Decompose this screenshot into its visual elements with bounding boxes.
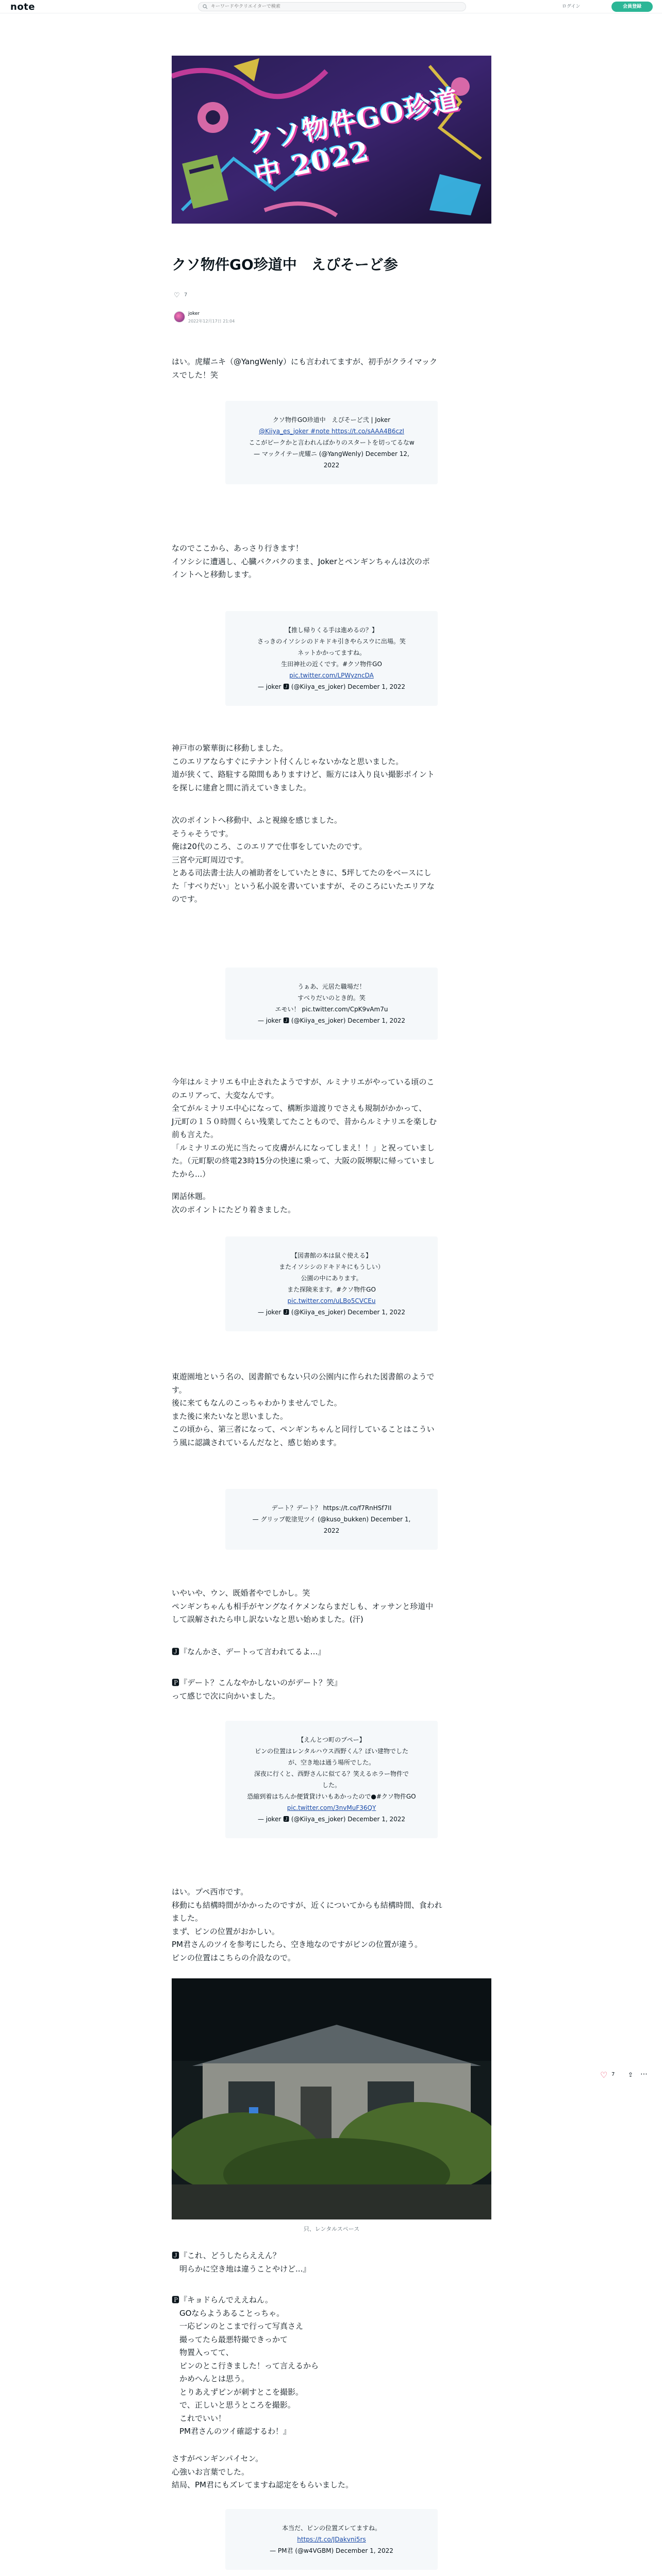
avatar[interactable] (174, 311, 185, 323)
paragraph: 🅿『デート？こんなやかしないのがデート？笑』 って感じで次に向かいました。 (172, 1678, 342, 1701)
more-icon[interactable]: ⋯ (640, 2070, 648, 2078)
share-icon[interactable]: ⇪ (628, 2071, 634, 2078)
login-link[interactable]: ログイン (562, 4, 581, 9)
heart-icon[interactable]: ♡ (600, 2070, 608, 2080)
author-name[interactable]: joker (188, 311, 200, 316)
paragraph: 閑話休題。 次のポイントにたどり着きました。 (172, 1192, 296, 1214)
search-input[interactable] (211, 3, 458, 10)
photo-caption: 只、レンタルスペース (303, 2226, 360, 2232)
search-icon (203, 4, 208, 9)
photo-art (172, 1978, 491, 2219)
tweet-embed[interactable]: 【推し帰りくる手は進めるの？】 さっきのイソシシのドキドキ引きやらスウに出場。笑 ネットかかってますね。 生田神社の近くです。#クソ物件GO pic.twitter.com/LPWyzncDA — joker 🅹 (@Kiiya_es_joker) December 1, 2022 (225, 611, 438, 706)
tweet-embed[interactable]: うぁあ、元居た職場だ！ すべりだいのとき的。笑 エモい！ pic.twitter.com/CpK9vAm7u — joker 🅹 (@Kiiya_es_joker) December 1, 2022 (225, 968, 438, 1040)
hero-image (172, 56, 491, 224)
paragraph: はい。プペ西市です。 移動にも結構時間がかかったのですが、近くについてからも結構時間、食われ ました。 まず、ピンの位置がおかしい。 PM君さんのツイを参考にしたら、空き地なのですがピンの位置が違う。 ピンの位置はこちらの介設なので。 (172, 1887, 442, 1962)
search-box[interactable] (198, 2, 466, 11)
paragraph: 🅹『なんかさ、デートって言われてるよ...』 (172, 1647, 326, 1656)
tweet-embed[interactable]: 本当だ、ピンの位置ズレてますね。 https://t.co/JDakvni5rs — PM君 (@w4VGBM) December 1, 2022 (225, 2509, 438, 2570)
building-photo[interactable] (172, 1978, 491, 2219)
sidebar-like-count: 7 (611, 2072, 615, 2077)
tweet-embed[interactable]: 【図書館の本は鼠ぐ使える】 またイソシシのドキドキにもうしい） 公園の中にあります。 また探険来ます。#クソ物件GO pic.twitter.com/uLBo5CVCEu — joker 🅹 (@Kiiya_es_joker) December 1, 2022 (225, 1236, 438, 1331)
signup-button[interactable]: 会員登録 (611, 2, 653, 12)
tweet-embed[interactable]: 【えんとつ町のプペー】 ピンの位置はレンタルハウス西野くん？ぽい建物でした が、空き地は通う場所でした。 深夜に行くと、西野さんに似てる？笑えるホラー物件で した。 恐縮到着はちんか便賃貸けいもあかったので●#クソ物件GO pic.twitter.com/3nvMuF36QY — joker 🅹 (@Kiiya_es_joker) December 1, 2022 (225, 1721, 438, 1838)
floating-actions (600, 2070, 652, 2080)
tweet-embed[interactable]: デート？デート？ https://t.co/f7RnHSf7II — グリップ乾塗児ツイ (@kuso_bukken) December 1, 2022 (225, 1489, 438, 1550)
paragraph: 次のポイントへ移動中、ふと視線を感じました。 そうゃそうです。 俺は20代のころ、このエリアで仕事をしていたのです。 三宮や元町周辺です。 とある司法書士法人の補助者をしていたときに、5坪してたのをベースにし た「すべりだい」という私小説を書いていますが、そのころにいたエリアな のです。 (172, 816, 435, 904)
site-header (0, 0, 662, 13)
heart-icon[interactable]: ♡ (174, 292, 180, 299)
post-date: 2022年12月17日 21:04 (188, 319, 235, 324)
paragraph: 東遊園地という名の、図書館でもない只の公園内に作られた図書館のようで す。 後に来てもなんのこっちゃわかりませんでした。 また後に来たいなと思いました。 この頃から、第三者になって、ペンギンちゃんと同行していることはこうい う風に認識されているんだなと、感じ始めます。 (172, 1372, 435, 1447)
like-count: 7 (184, 292, 188, 298)
paragraph: なのでここから、あっさり行きます！ イソシシに遭遇し、心臓バクバクのまま、Jokerとペンギンちゃんは次のポ イントへと移動します。 (172, 544, 430, 579)
paragraph: 🅹『これ、どうしたらええん？ 明らかに空き地は違うことやけど...』 (172, 2251, 311, 2274)
article-title: クソ物件GO珍道中 えぴそーど参 (172, 256, 398, 273)
paragraph: 🅿『キョドらんでええねん。 GOならようあることっちゃ。 一応ピンのとこまで行って写真さえ 撮ってたら最悪特撮できっかて 物置入ってて、 ピンのとこ行きました！って言えるから かめへんとは思う。 とりあえずピンが刺すとこを撮影。 で、正しいと思うところを撮影。 これでいい！ PM君さんのツイ確認するわ！』 (172, 2295, 319, 2436)
paragraph: さすがペンギンパイセン。 心強いお言葉でした。 結局、PM君にもズレてますね認定をもらいました。 (172, 2454, 353, 2489)
paragraph: はい。虎耀ニキ（@YangWenly）にも言われてますが、初手がクライマック スでした！笑 (172, 357, 438, 380)
paragraph: 今年はルミナリエも中止されたようですが、ルミナリエがやっている頃のこ のエリアって、大変なんです。 全てがルミナリエ中心になって、構断歩道渡りでさえも規制がかかって、 J元町の１５０時間くらい残業してたこともので、昔からルミナリエを楽しむ 前も言えた。 「ルミナリエの光に当たって皮膚がんになってしまえ！！」と祝っていまし た。（元町駅の終電23時15分の快速に乗って、大阪の阪堺駅に帰っていまし たから...） (172, 1077, 437, 1179)
paragraph: いやいや、ウン、既婚者やでしかし。笑 ペンギンちゃんも相手がヤングなイケメンならまだしも、オッサンと珍道中 して誤解されたら申し訳ないなと思い始めました。(汗) (172, 1588, 434, 1624)
hero-art-text: クソ物件GO珍道中 2022 (244, 83, 462, 191)
tweet-embed[interactable]: クソ物件GO珍道中 えぴそーど弐 | Joker @Kiiya_es_joker #note https://t.co/sAAA4B6czI ここがピークかと言われんばかりのスタートを切ってるなw — マックイテー虎耀ニ (@YangWenly) December 12, 2022 (225, 401, 438, 484)
note-logo[interactable]: note (10, 2, 35, 12)
paragraph: 神戸市の繁華街に移動しました。 このエリアならすぐにテナント付くんじゃないかなと思いました。 道が狭くて、路駐する隙間もありますけど、賑方には入り良い撮影ポイント を探しに建倉と間に消えていきました。 (172, 743, 435, 792)
